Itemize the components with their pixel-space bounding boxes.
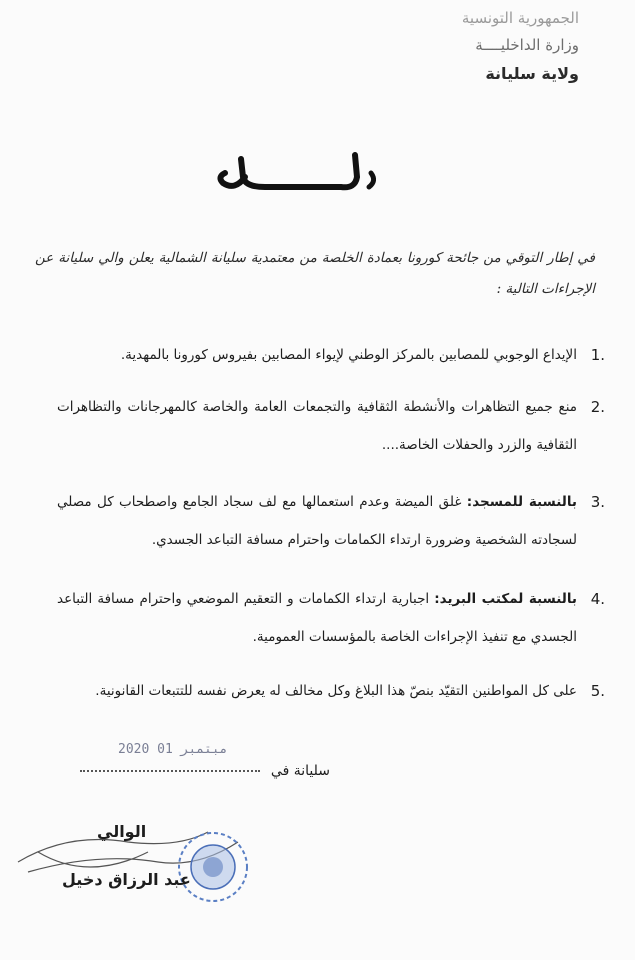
date-stamp: 2020 ﻣﺒﺘﻤﺒﺮ 01 [118, 742, 228, 757]
measure-item-3 [57, 483, 605, 559]
measure-item-2 [57, 388, 605, 464]
item-number: 1. [590, 346, 605, 364]
item-lead: بالنسبة لمكتب البريد: [434, 591, 578, 607]
item-number: 3. [590, 493, 605, 511]
place-date-line [80, 763, 330, 779]
announcement-title [205, 147, 385, 199]
measure-item-4 [57, 580, 605, 656]
measure-item-1 [57, 340, 605, 370]
item-text: على كل المواطنين التقيّد بنصّ هذا البلاغ وكل مخالف له يعرض نفسه للتتبعات القانونية. [95, 683, 577, 699]
item-number: 5. [590, 682, 605, 700]
item-number: 2. [590, 398, 605, 416]
signatory-title: الوالي [97, 822, 147, 841]
item-number: 4. [590, 590, 605, 608]
item-lead: بالنسبة للمسجد: [466, 494, 578, 510]
letterhead [359, 6, 579, 88]
intro-paragraph: في إطار التوقي من جائحة كورونا بعمادة الخلصة من معتمدية سليانة الشمالية يعلن والي سليانة عن الإجراءات التالية : [35, 250, 595, 297]
ministry-name: وزارة الداخليــــة [475, 36, 579, 54]
city-label: سليانة في [270, 763, 330, 779]
title-calligraphy [205, 147, 385, 199]
measure-item-5 [57, 676, 605, 706]
item-text: الإيداع الوجوبي للمصابين بالمركز الوطني لإيواء المصابين بفيروس كورونا بالمهدية. [120, 347, 577, 363]
item-text: اجبارية ارتداء الكمامات و التعقيم الموضعي واحترام مسافة التباعد الجسدي مع تنفيذ الإجراءات الخاصة بالمؤسسات العمومية. [57, 591, 577, 645]
item-text: منع جميع التظاهرات والأنشطة الثقافية والتجمعات العامة والخاصة كالمهرجانات والتظاهرات الثقافية والزرد والحفلات الخاصة.... [57, 399, 577, 453]
signatory-name: عبد الرزاق دخيل [62, 870, 191, 889]
dotted-line [80, 770, 260, 772]
item-text: غلق الميضة وعدم استعمالها مع لف سجاد الجامع واصطحاب كل مصلي لسجادته الشخصية وضرورة ارتداء الكمامات واحترام مسافة التباعد الجسدي. [57, 494, 577, 548]
governorate-name: ولاية سليانة [485, 64, 579, 83]
republic-name: الجمهورية التونسية [461, 9, 579, 27]
